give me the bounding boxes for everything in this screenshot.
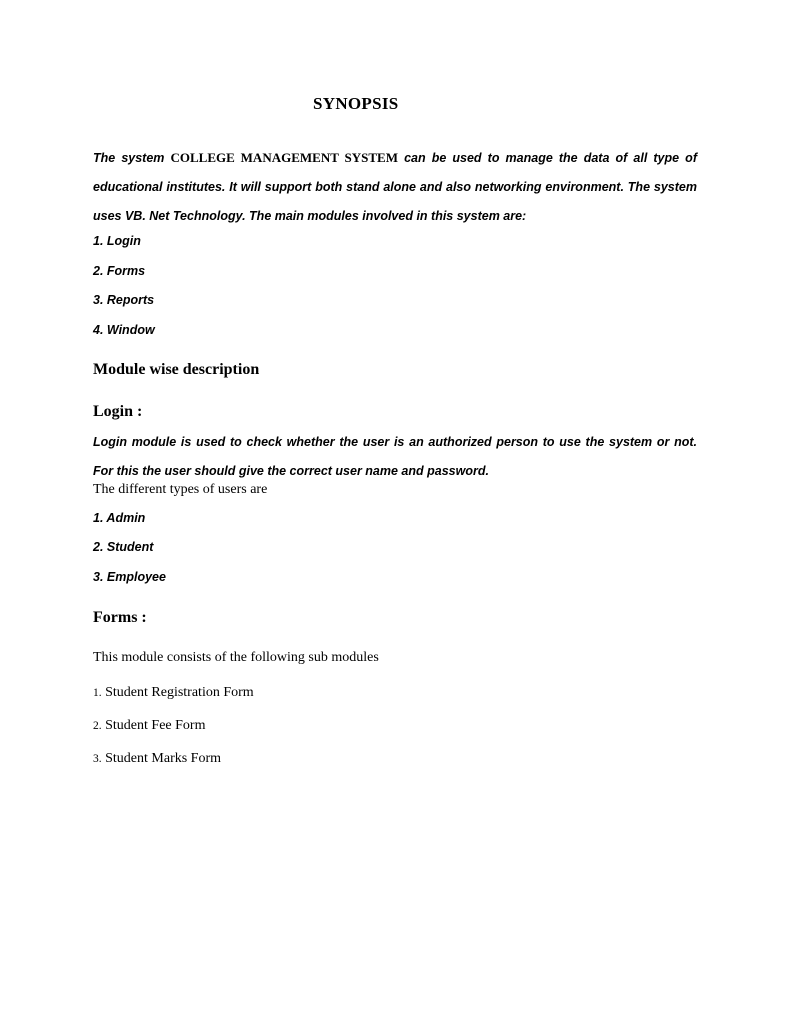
- sub-module-fee: [93, 718, 205, 734]
- sub-module-label: Student Marks Form: [101, 751, 222, 766]
- sub-module-label: Student Fee Form: [101, 718, 206, 733]
- login-description-line-1: Login module is used to check whether the user is an authorized person to use the system or not.: [93, 435, 697, 449]
- users-intro: The different types of users are: [93, 482, 268, 497]
- module-item-forms: 2. Forms: [93, 264, 146, 278]
- sub-module-number: 1.: [93, 687, 102, 699]
- intro-suffix: can be used to manage the data of all type of educational institutes. It will support both stand alone and also networking environment. The system uses VB. Net Technology. The main modules involved in this system are:: [93, 151, 697, 223]
- forms-heading: Forms :: [93, 609, 147, 626]
- sub-module-registration: [93, 685, 254, 701]
- module-description-heading: Module wise description: [93, 361, 260, 378]
- module-item-window: 4. Window: [93, 323, 155, 337]
- forms-intro: This module consists of the following sub modules: [93, 650, 379, 665]
- login-description-line-2: For this the user should give the correct user name and password.: [93, 464, 489, 478]
- module-item-reports: 3. Reports: [93, 293, 155, 307]
- user-type-admin: 1. Admin: [93, 511, 146, 525]
- system-name: COLLEGE MANAGEMENT SYSTEM: [170, 150, 398, 165]
- page-title: SYNOPSIS: [313, 94, 399, 113]
- sub-module-label: Student Registration Form: [101, 685, 254, 700]
- intro-paragraph: [93, 143, 697, 231]
- login-heading: Login :: [93, 403, 143, 420]
- intro-prefix: The system: [93, 151, 171, 165]
- sub-module-marks: [93, 751, 221, 767]
- sub-module-number: 2.: [93, 720, 102, 732]
- user-type-employee: 3. Employee: [93, 570, 166, 584]
- module-item-login: 1. Login: [93, 234, 141, 248]
- sub-module-number: 3.: [93, 753, 102, 765]
- user-type-student: 2. Student: [93, 540, 154, 554]
